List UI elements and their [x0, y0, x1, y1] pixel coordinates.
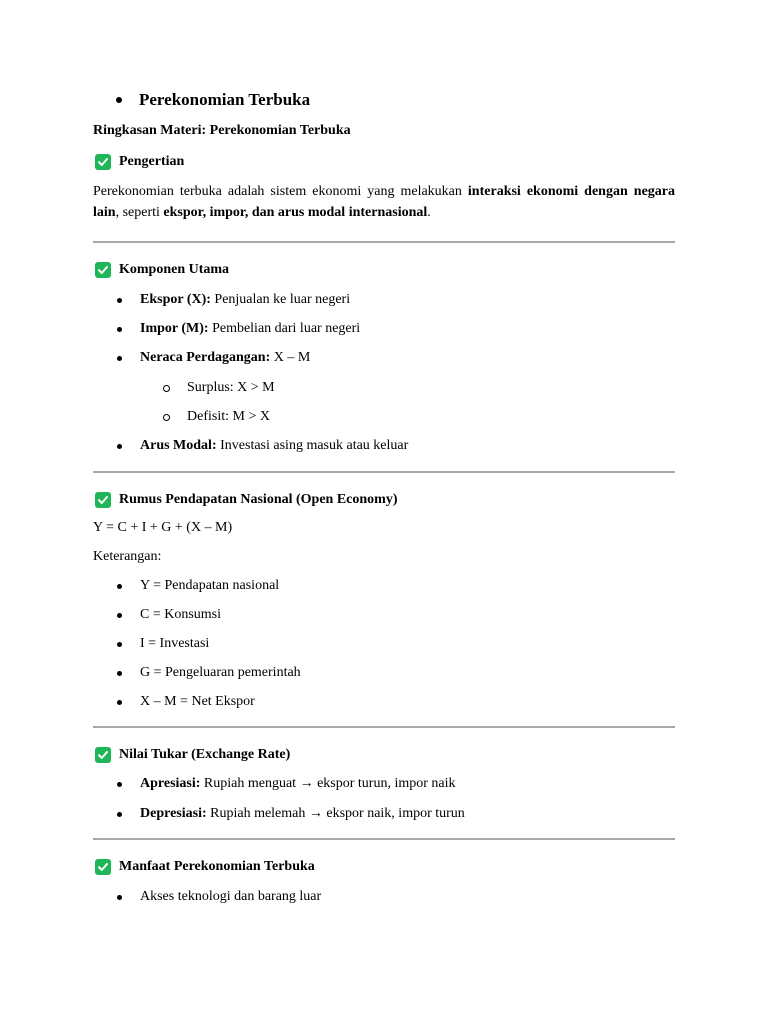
list-item: [117, 888, 675, 906]
item-label: Arus Modal:: [140, 438, 217, 453]
section-heading-pengertian: [93, 152, 675, 172]
check-mark-icon: [95, 154, 111, 170]
list-item: [117, 349, 675, 367]
section-heading-nilai-tukar: [93, 745, 675, 765]
bullet-icon: [117, 700, 122, 705]
list-item: [117, 775, 675, 793]
item-text: Akses teknologi dan barang luar: [140, 889, 322, 904]
hollow-bullet-icon: [163, 414, 170, 421]
paragraph-bold: interaksi ekonomi dengan negara lain: [93, 184, 675, 220]
paragraph-bold: ekspor, impor, dan arus modal internasional: [163, 205, 428, 220]
bullet-icon: [117, 782, 122, 787]
sub-item-text: Surplus: X > M: [187, 380, 275, 395]
page-title-text: Perekonomian Terbuka: [139, 90, 311, 109]
section-heading-text: Rumus Pendapatan Nasional (Open Economy): [119, 492, 398, 507]
sub-list-item: [163, 379, 675, 397]
bullet-icon: [116, 97, 122, 103]
item-text: Penjualan ke luar negeri: [210, 292, 351, 307]
item-label: Impor (M):: [140, 321, 209, 336]
check-mark-icon: [95, 492, 111, 508]
list-item: [117, 693, 675, 711]
item-label: Ekspor (X):: [140, 292, 211, 307]
item-text: C = Konsumsi: [140, 607, 222, 622]
bullet-icon: [117, 444, 122, 449]
paragraph-text: , seperti: [115, 205, 164, 220]
subtitle: Ringkasan Materi: Perekonomian Terbuka: [93, 123, 351, 138]
bullet-icon: [117, 327, 122, 332]
list-item: [117, 805, 675, 823]
document-content: [93, 88, 675, 906]
section-heading-text: Pengertian: [119, 154, 185, 169]
item-text: Pembelian dari luar negeri: [208, 321, 361, 336]
page-title: [116, 88, 675, 112]
section-heading-text: Nilai Tukar (Exchange Rate): [119, 747, 291, 762]
list-item: [117, 664, 675, 682]
paragraph-text: .: [427, 205, 431, 220]
keterangan-label: Keterangan:: [93, 549, 162, 564]
bullet-icon: [117, 356, 122, 361]
item-label: Depresiasi:: [140, 806, 207, 821]
bullet-icon: [117, 642, 122, 647]
sub-item-text: Defisit: M > X: [187, 409, 270, 424]
item-label: Neraca Perdagangan:: [140, 350, 271, 365]
list-item: [117, 577, 675, 595]
section-heading-rumus: [93, 490, 675, 510]
item-text: G = Pengeluaran pemerintah: [140, 665, 301, 680]
list-item: [117, 635, 675, 653]
check-mark-icon: [95, 262, 111, 278]
item-text: Rupiah menguat → ekspor turun, impor naik: [200, 776, 456, 791]
formula: Y = C + I + G + (X – M): [93, 520, 233, 535]
bullet-icon: [117, 584, 122, 589]
list-item: [117, 606, 675, 624]
section-heading-text: Komponen Utama: [119, 262, 230, 277]
bullet-icon: [117, 298, 122, 303]
paragraph-text: Perekonomian terbuka adalah sistem ekonomi yang melakukan: [93, 184, 468, 199]
item-text: Investasi asing masuk atau keluar: [216, 438, 409, 453]
section-heading-komponen: [93, 260, 675, 280]
bullet-icon: [117, 895, 122, 900]
item-text: X – M = Net Ekspor: [140, 694, 255, 709]
item-text: Y = Pendapatan nasional: [140, 578, 280, 593]
section-heading-manfaat: [93, 857, 675, 877]
check-mark-icon: [95, 859, 111, 875]
check-mark-icon: [95, 747, 111, 763]
pengertian-paragraph: [93, 181, 675, 223]
list-item: [117, 437, 675, 455]
item-text: X – M: [270, 350, 311, 365]
bullet-icon: [117, 812, 122, 817]
list-item: [117, 320, 675, 338]
sub-list-item: [163, 408, 675, 426]
bullet-icon: [117, 613, 122, 618]
bullet-icon: [117, 671, 122, 676]
item-text: I = Investasi: [140, 636, 210, 651]
item-text: Rupiah melemah → ekspor naik, impor turun: [206, 806, 465, 821]
item-label: Apresiasi:: [140, 776, 201, 791]
section-heading-text: Manfaat Perekonomian Terbuka: [119, 859, 315, 874]
list-item: [117, 291, 675, 309]
hollow-bullet-icon: [163, 385, 170, 392]
